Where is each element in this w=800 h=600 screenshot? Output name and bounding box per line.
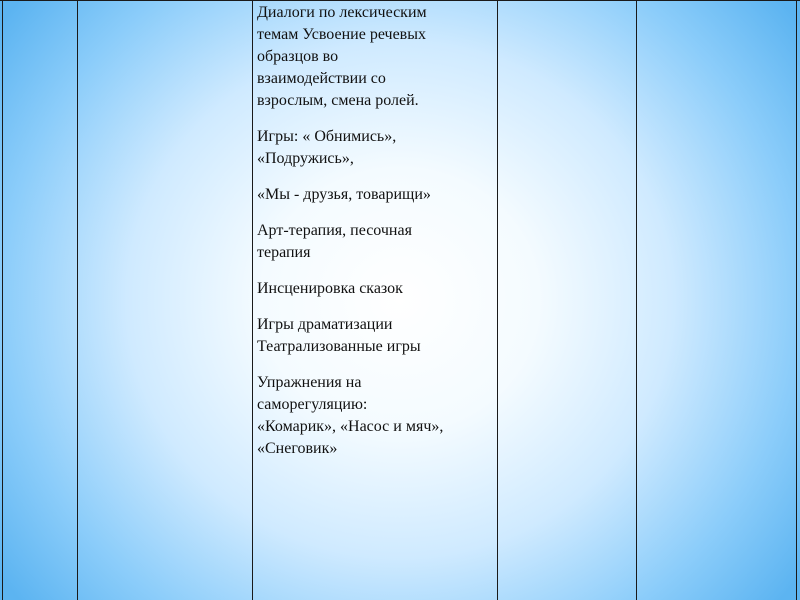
text-line: «Мы - друзья, товарищи» [257,186,431,203]
table-top-border [0,0,800,1]
paragraph-self-regulation [257,372,497,460]
paragraph-drama-games [257,314,497,358]
text-line: Диалоги по лексическим [257,4,427,21]
table-column-divider-2 [77,0,78,600]
text-line: Театрализованные игры [257,338,421,355]
text-line: «Снеговик» [257,440,338,457]
text-line: взаимодействии со [257,70,386,87]
text-line: Арт-терапия, песочная [257,222,412,239]
text-line: Упражнения на [257,374,362,391]
text-line: «Комарик», «Насос и мяч», [257,418,444,435]
activities-cell [257,2,497,474]
table-column-divider-6 [796,0,797,600]
text-line: Инсценировка сказок [257,280,403,297]
text-line: Игры: « Обнимись», [257,128,397,145]
paragraph-games [257,126,497,170]
text-line: образцов во [257,48,339,65]
table-column-divider-1 [2,0,3,600]
text-line: Игры драматизации [257,316,393,333]
paragraph-staging [257,278,497,300]
text-line: «Подружись», [257,150,354,167]
paragraph-dialogues [257,2,497,112]
table-column-divider-4 [497,0,498,600]
paragraph-friends [257,184,497,206]
table-column-divider-5 [636,0,637,600]
text-line: взрослым, смена ролей. [257,92,419,109]
text-line: саморегуляцию: [257,396,368,413]
table-column-divider-3 [252,0,253,600]
paragraph-art-therapy [257,220,497,264]
text-line: терапия [257,244,311,261]
text-line: темам Усвоение речевых [257,26,426,43]
